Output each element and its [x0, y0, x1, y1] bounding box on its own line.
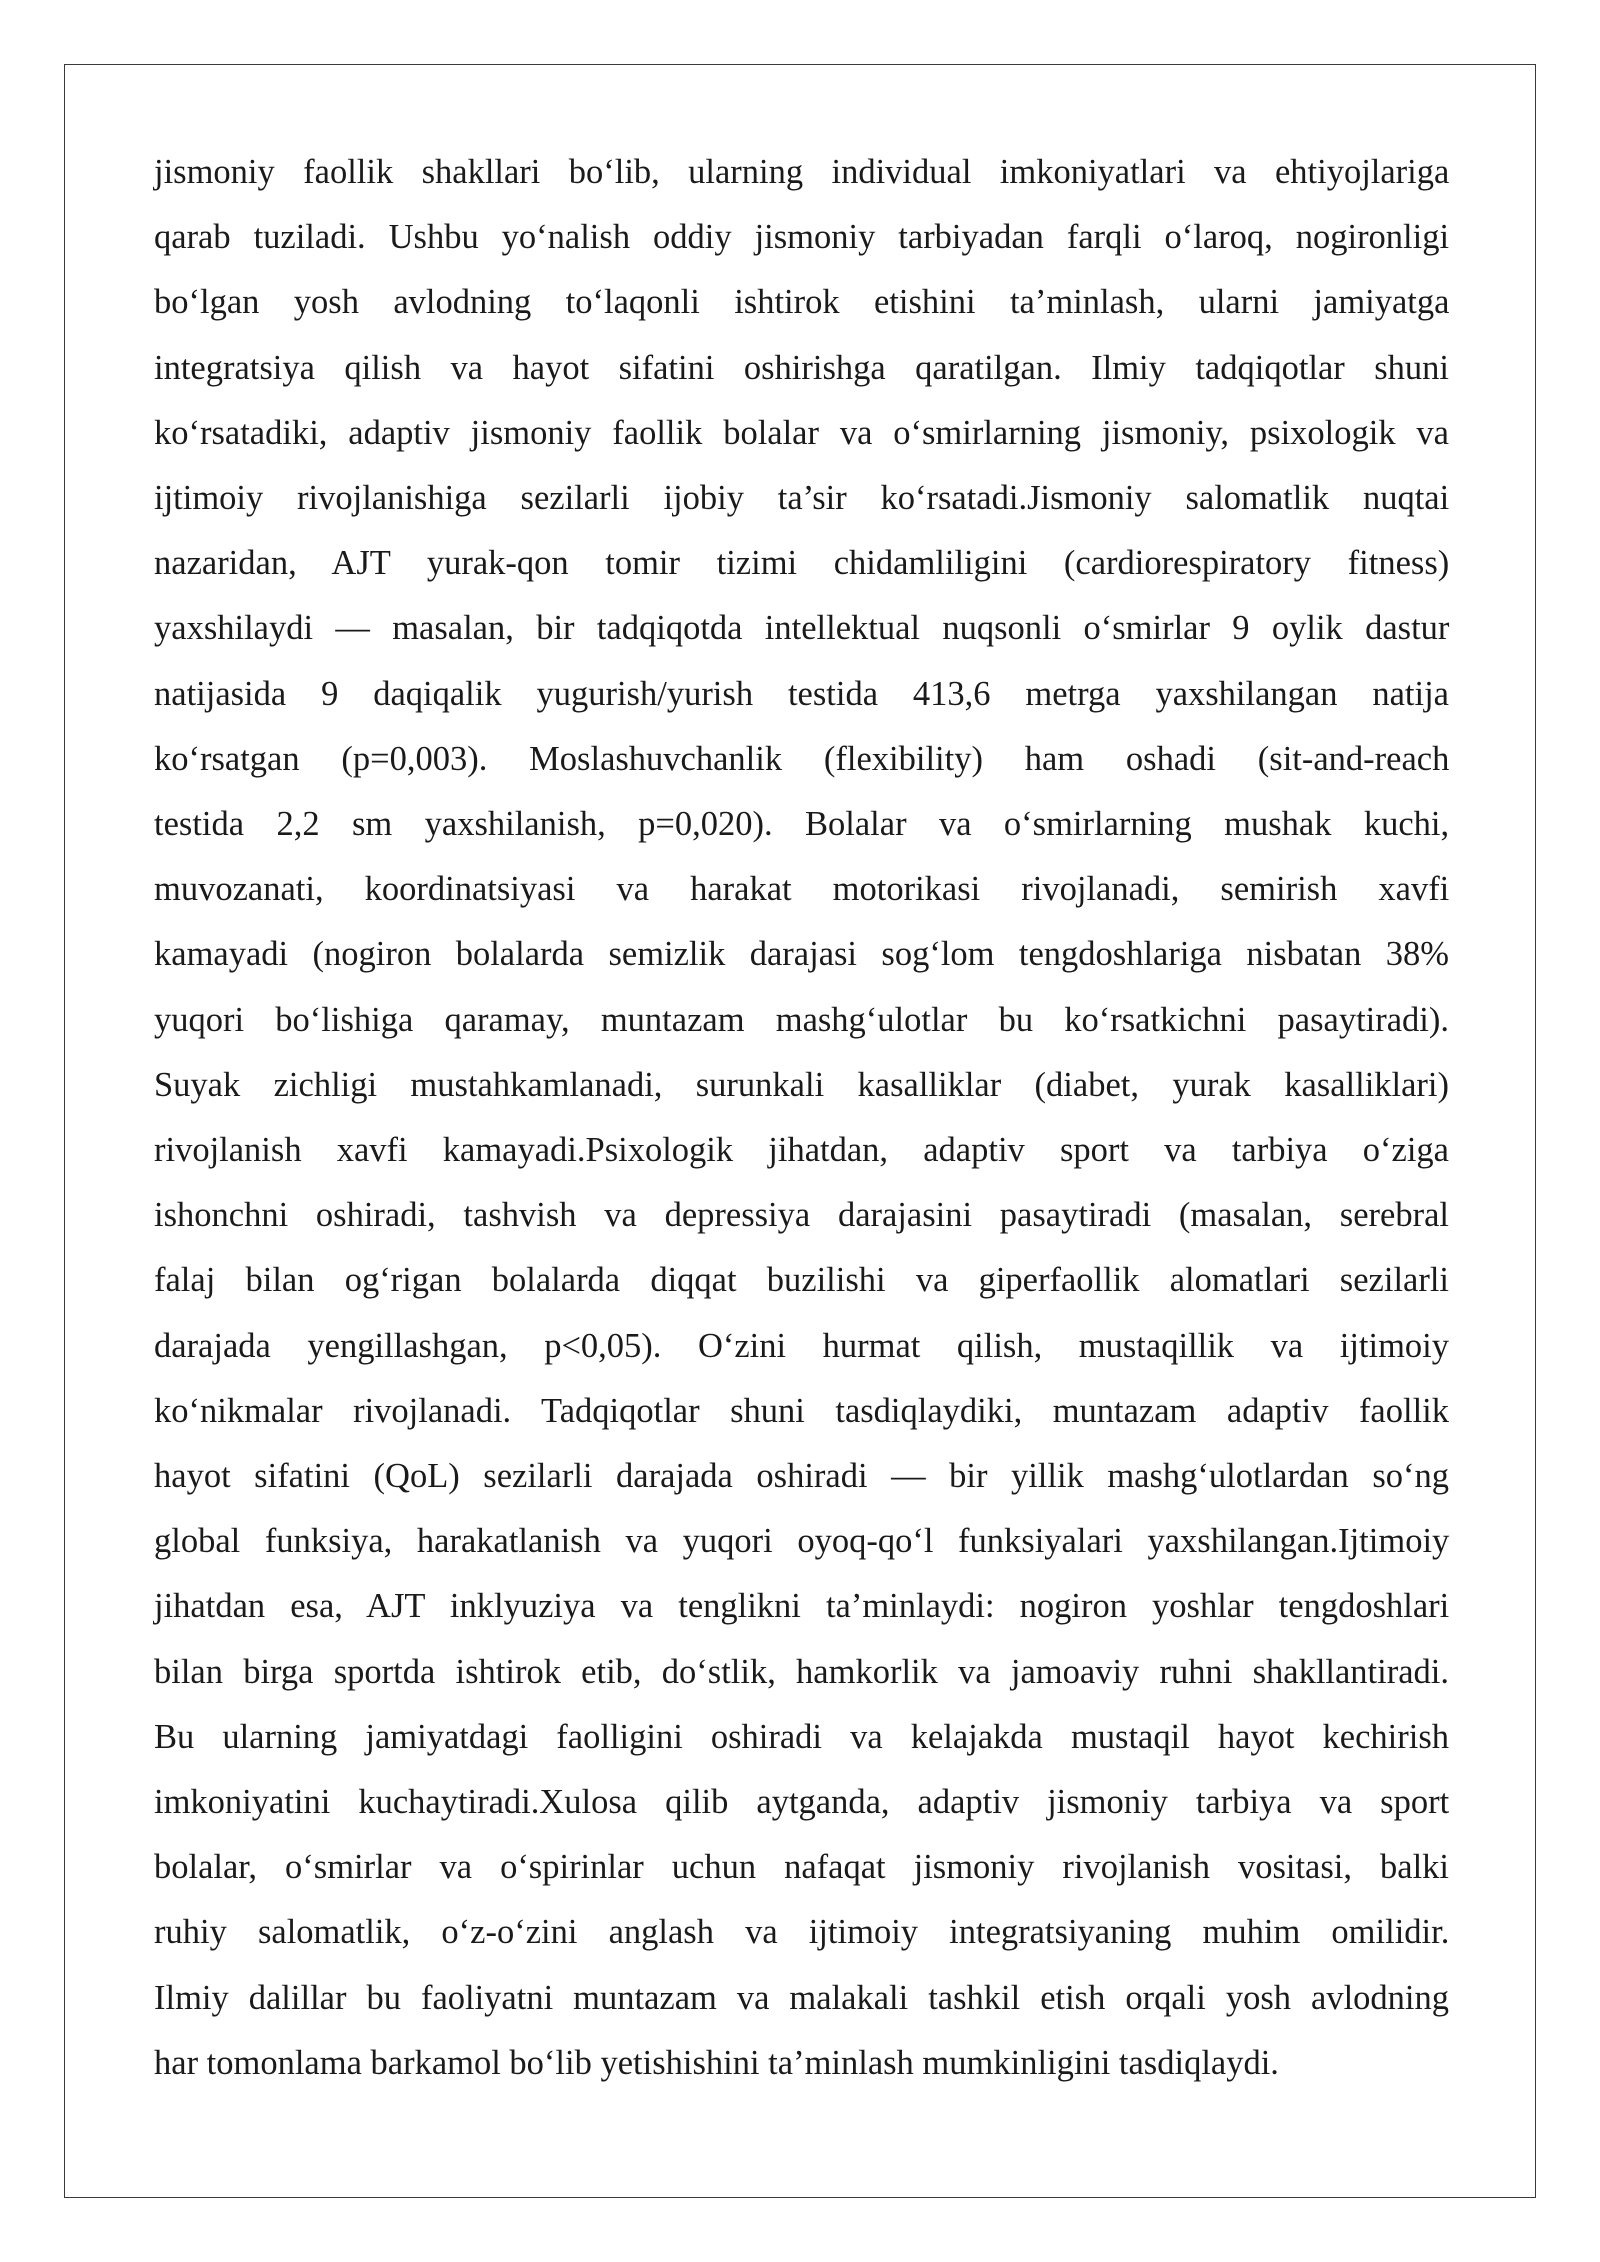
text-line: ishonchni oshiradi, tashvish va depressiya darajasini pasaytiradi (masalan, serebral [154, 1196, 1449, 1235]
text-line: Bu ularning jamiyatdagi faolligini oshiradi va kelajakda mustaqil hayot kechirish [154, 1717, 1450, 1756]
text-line: testida 2,2 sm yaxshilanish, p=0,020). Bolalar va o‘smirlarning mushak kuchi, [154, 805, 1450, 844]
text-line: falaj bilan og‘rigan bolalarda diqqat buzilishi va giperfaollik alomatlari sezilarli [154, 1261, 1449, 1300]
text-line: muvozanati, koordinatsiyasi va harakat motorikasi rivojlanadi, semirish xavfi [154, 870, 1450, 909]
text-line: jihatdan esa, AJT inklyuziya va tenglikni ta’minlaydi: nogiron yoshlar tengdoshlari [154, 1587, 1450, 1626]
text-line: yuqori bo‘lishiga qaramay, muntazam mashg‘ulotlar bu ko‘rsatkichni pasaytiradi). [154, 1000, 1449, 1039]
document-body [154, 140, 1449, 2096]
text-line: integratsiya qilish va hayot sifatini oshirishga qaratilgan. Ilmiy tadqiqotlar shuni [154, 348, 1449, 387]
text-line: jismoniy faollik shakllari bo‘lib, ularning individual imkoniyatlari va ehtiyojlariga [154, 153, 1450, 191]
text-line: rivojlanish xavfi kamayadi.Psixologik jihatdan, adaptiv sport va tarbiya o‘ziga [154, 1131, 1449, 1170]
text-line: hayot sifatini (QoL) sezilarli darajada oshiradi — bir yillik mashg‘ulotlardan so‘ng [154, 1457, 1449, 1496]
text-line: darajada yengillashgan, p<0,05). O‘zini hurmat qilish, mustaqillik va ijtimoiy [154, 1326, 1449, 1365]
text-line: ko‘rsatadiki, adaptiv jismoniy faollik bolalar va o‘smirlarning jismoniy, psixologik va [154, 413, 1449, 452]
text-line: bolalar, o‘smirlar va o‘spirinlar uchun nafaqat jismoniy rivojlanish vositasi, balki [154, 1848, 1449, 1887]
text-line: kamayadi (nogiron bolalarda semizlik darajasi sog‘lom tengdoshlariga nisbatan 38% [154, 935, 1449, 974]
text-line: imkoniyatini kuchaytiradi.Xulosa qilib aytganda, adaptiv jismoniy tarbiya va sport [154, 1783, 1450, 1822]
text-line: ruhiy salomatlik, o‘z-o‘zini anglash va ijtimoiy integratsiyaning muhim omilidir. [154, 1913, 1450, 1952]
text-line: Suyak zichligi mustahkamlanadi, surunkali kasalliklar (diabet, yurak kasalliklari) [154, 1065, 1449, 1104]
text-line: global funksiya, harakatlanish va yuqori oyoq-qo‘l funksiyalari yaxshilangan.Ijtimoiy [154, 1522, 1450, 1561]
text-line: qarab tuziladi. Ushbu yo‘nalish oddiy jismoniy tarbiyadan farqli o‘laroq, nogironligi [154, 218, 1450, 257]
text-line: ko‘nikmalar rivojlanadi. Tadqiqotlar shuni tasdiqlaydiki, muntazam adaptiv faollik [154, 1391, 1449, 1430]
text-line: nazaridan, AJT yurak-qon tomir tizimi chidamliligini (cardiorespiratory fitness) [154, 544, 1450, 583]
text-line: natijasida 9 daqiqalik yugurish/yurish testida 413,6 metrga yaxshilangan natija [154, 674, 1449, 713]
text-line-last: har tomonlama barkamol bo‘lib yetishishini ta’minlash mumkinligini tasdiqlaydi. [154, 2043, 1279, 2082]
text-line: Ilmiy dalillar bu faoliyatni muntazam va malakali tashkil etish orqali yosh avlodning [154, 1978, 1449, 2017]
text-line: ko‘rsatgan (p=0,003). Moslashuvchanlik (flexibility) ham oshadi (sit-and-reach [154, 739, 1450, 778]
text-line: ijtimoiy rivojlanishiga sezilarli ijobiy ta’sir ko‘rsatadi.Jismoniy salomatlik nuqtai [154, 479, 1450, 518]
text-line: yaxshilaydi — masalan, bir tadqiqotda intellektual nuqsonli o‘smirlar 9 oylik dastur [154, 609, 1450, 648]
text-line: bilan birga sportda ishtirok etib, do‘stlik, hamkorlik va jamoaviy ruhni shakllantiradi. [154, 1652, 1449, 1691]
text-line: bo‘lgan yosh avlodning to‘laqonli ishtirok etishini ta’minlash, ularni jamiyatga [154, 283, 1450, 322]
